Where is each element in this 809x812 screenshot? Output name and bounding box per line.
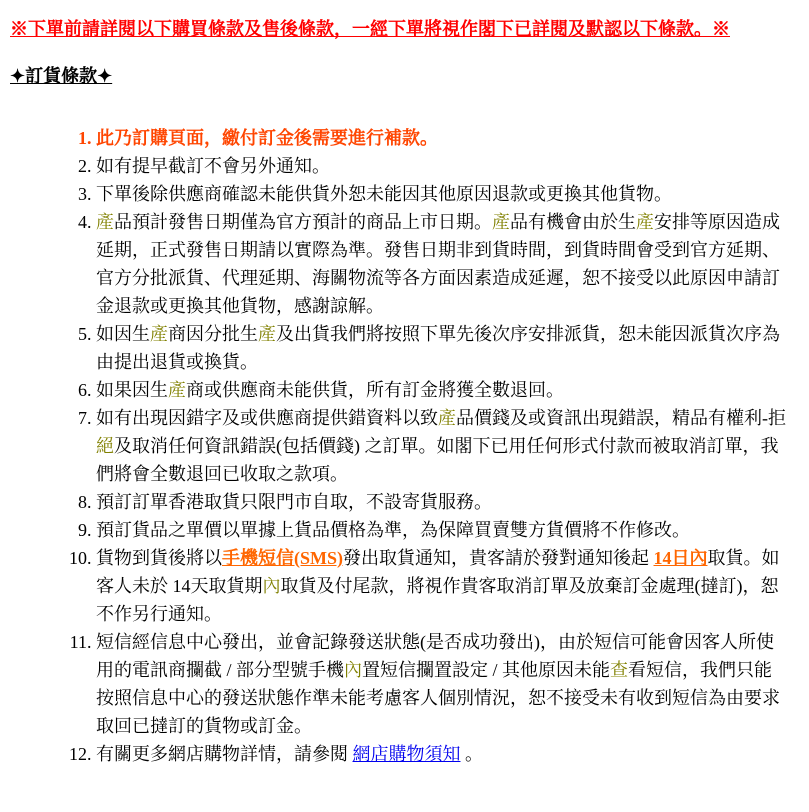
term-text: 及取消任何資訊錯誤(包括價錢) 之訂單。如閣下已用任何形式付款而被取消訂單，我們將會全數退回已收取之款項。 (96, 436, 779, 484)
term-text: 取貨及付尾款，將視作貴客取消訂單及放棄訂金處理(撻訂)，恕不作另行通知。 (96, 576, 779, 624)
term-item (96, 628, 789, 740)
term-text: 下單後除供應商確認未能供貨外恕未能因其他原因退款或更換其他貨物。 (96, 184, 672, 204)
term-text: 產 (258, 324, 276, 344)
term-item (96, 516, 789, 544)
term-text: 品價錢及或資訊出現錯誤，精品有權利-拒 (456, 408, 786, 428)
term-text: 安排等原因造成延期，正式發售日期請以實際為準。發售日期非到貨時間，到貨時間會受到官方延期、官方分批派貨、代理延期、海關物流等各方面因素造成延遲，恕不接受以此原因申請訂金退款或更換其他貨物，感謝諒解。 (96, 212, 780, 316)
term-item (96, 124, 789, 152)
term-item (96, 320, 789, 376)
term-text: 內 (344, 660, 362, 680)
term-item (96, 180, 789, 208)
term-text: 。 (460, 744, 483, 764)
term-text: 看短信，我們只能按照信息中心的發送狀態作準未能考慮客人個別情況，恕不接受未有收到短信為由要求取回已撻訂的貨物或訂金。 (96, 660, 780, 736)
term-text: 品預計發售日期僅為官方預計的商品上市日期。 (114, 212, 492, 232)
term-text: 短信經信息中心發出，並會記錄發送狀態(是否成功發出)，由於短信可能會因客人所使用的電訊商攔截 / 部分型號手機 (96, 632, 774, 680)
term-text: 絕 (96, 436, 114, 456)
term-text: 商或供應商未能供貨，所有訂金將獲全數退回。 (186, 380, 564, 400)
term-text: 如因生 (96, 324, 150, 344)
term-text: 產 (492, 212, 510, 232)
term-text: 產 (96, 212, 114, 232)
deposit-notice-text: 此乃訂購頁面，繳付訂金後需要進行補款。 (96, 128, 438, 148)
term-text: 發出取貨通知，貴客請於發對通知後起 (343, 548, 654, 568)
term-text: 如果因生 (96, 380, 168, 400)
sms-highlight: 手機短信(SMS) (222, 548, 343, 568)
term-item (96, 740, 789, 768)
term-item (96, 404, 789, 488)
term-item (96, 544, 789, 628)
term-text: 貨物到貨後將以 (96, 548, 222, 568)
term-text: 如有提早截訂不會另外通知。 (96, 156, 330, 176)
term-text: 產 (636, 212, 654, 232)
term-item (96, 376, 789, 404)
term-text: 及出貨我們將按照下單先後次序安排派貨，恕未能因派貨次序為由提出退貨或換貨。 (96, 324, 780, 372)
term-text: 產 (150, 324, 168, 344)
term-text: 預訂貨品之單價以單據上貨品價格為準，為保障買賣雙方貨價將不作修改。 (96, 520, 690, 540)
term-text: 產 (168, 380, 186, 400)
term-item (96, 152, 789, 180)
term-text: 產 (438, 408, 456, 428)
term-text: 取貨。如客人未於 14天取貨期 (96, 548, 780, 596)
shopping-guide-link[interactable]: 網店購物須知 (352, 744, 461, 764)
term-text: 查 (610, 660, 628, 680)
term-text: 預訂訂單香港取貨只限門市自取，不設寄貨服務。 (96, 492, 492, 512)
pickup-deadline-highlight: 14日內 (653, 548, 708, 568)
section-title-order-terms: ✦訂貨條款✦ (10, 66, 113, 86)
term-item (96, 208, 789, 320)
term-text: 有關更多網店購物詳情，請參閱 (96, 744, 353, 764)
term-text: 商因分批生 (168, 324, 258, 344)
term-text: 如有出現因錯字及或供應商提供錯資料以致 (96, 408, 438, 428)
term-text: 品有機會由於生 (510, 212, 636, 232)
purchase-notice-header: ※下單前請詳閱以下購買條款及售後條款，一經下單將視作閣下已詳閱及默認以下條款。※ (10, 19, 730, 39)
term-text: 置短信攔置設定 / 其他原因未能 (362, 660, 610, 680)
terms-list (10, 124, 797, 768)
term-item (96, 488, 789, 516)
term-text: 內 (262, 576, 281, 596)
